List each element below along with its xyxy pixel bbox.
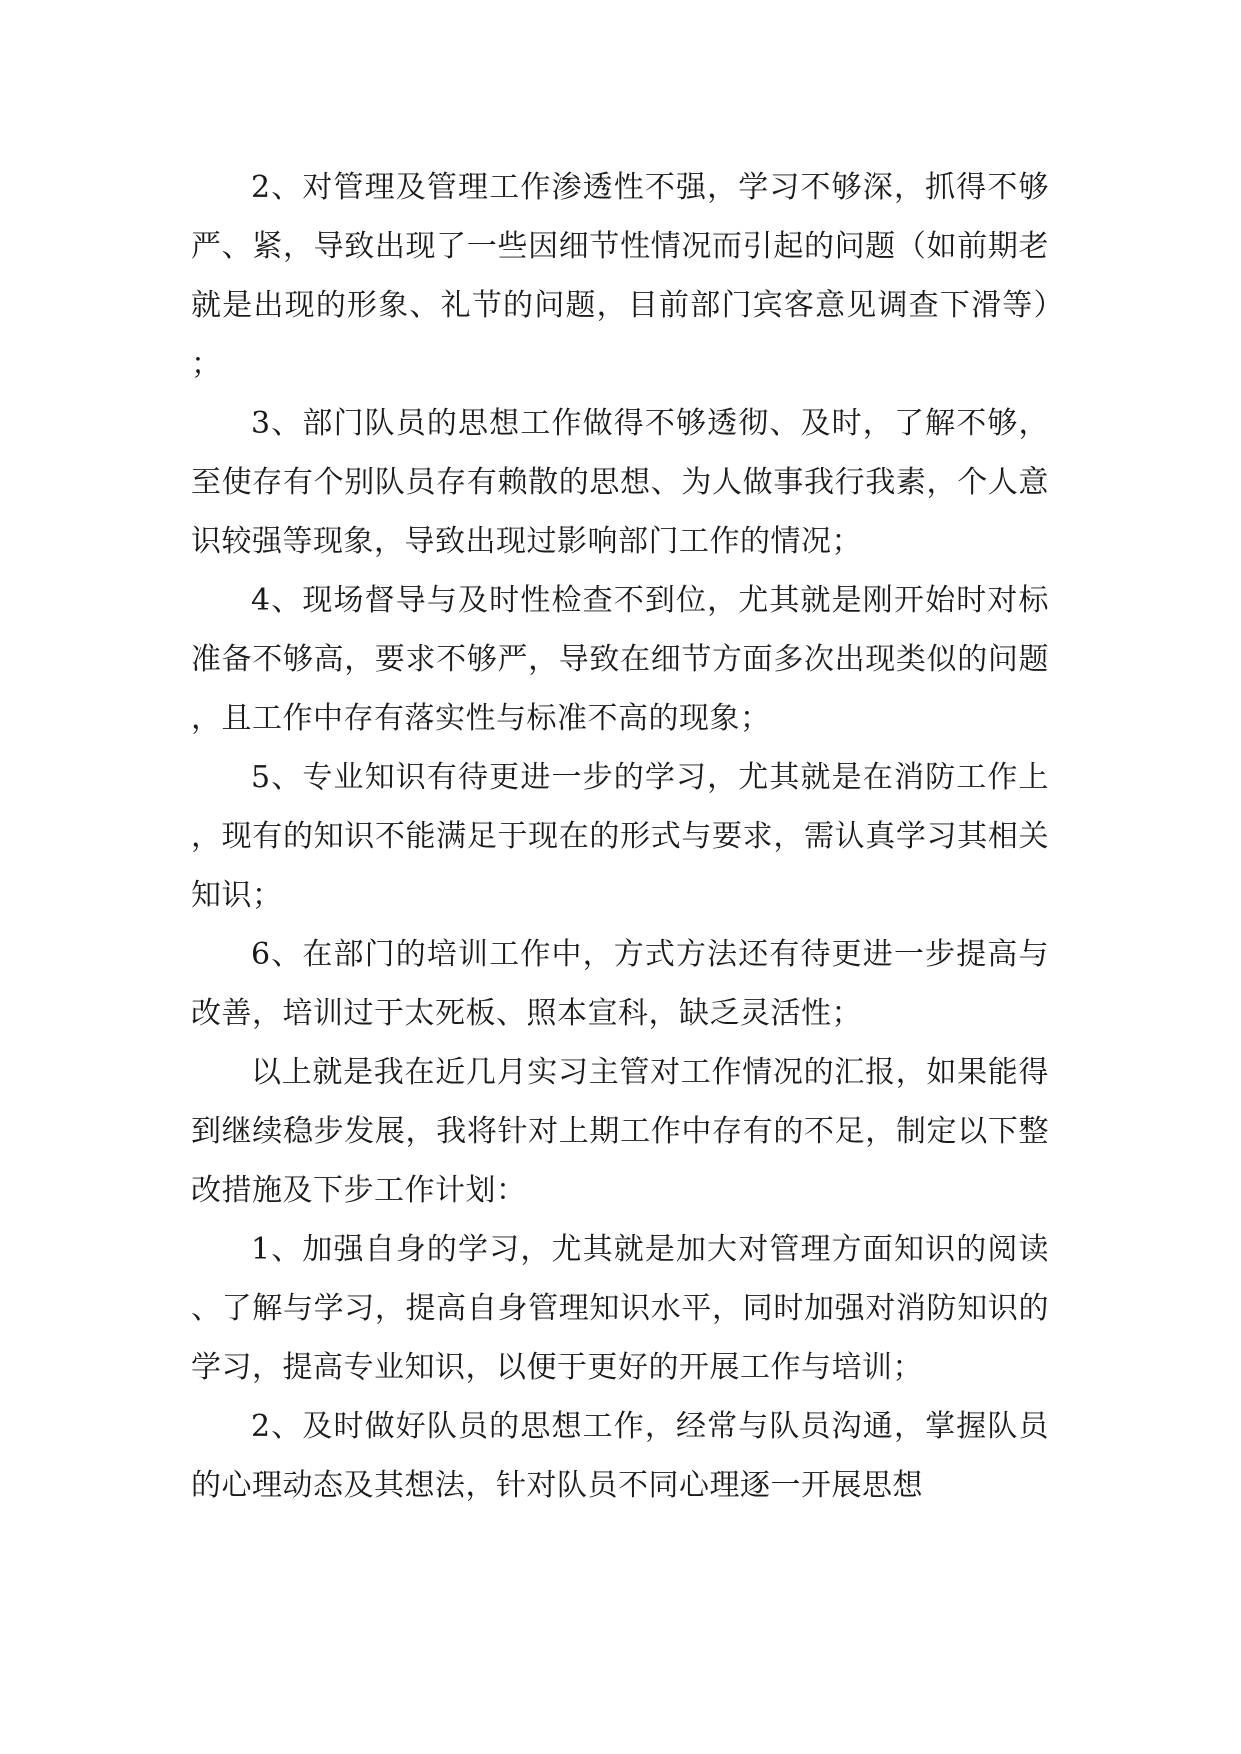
paragraph-shortcoming-5: 5、专业知识有待更进一步的学习，尤其就是在消防工作上，现有的知识不能满足于现在的形式与要求，需认真学习其相关知识；	[191, 760, 1049, 913]
paragraph-shortcoming-4: 4、现场督导与及时性检查不到位，尤其就是刚开始时对标准备不够高，要求不够严，导致在细节方面多次出现类似的问题，且工作中存有落实性与标准不高的现象；	[191, 583, 1049, 736]
paragraph-summary: 以上就是我在近几月实习主管对工作情况的汇报，如果能得到继续稳步发展，我将针对上期工作中存有的不足，制定以下整改措施及下步工作计划：	[191, 1055, 1049, 1208]
paragraph-shortcoming-2: 2、对管理及管理工作渗透性不强，学习不够深，抓得不够严、紧，导致出现了一些因细节性情况而引起的问题（如前期老就是出现的形象、礼节的问题，目前部门宾客意见调查下滑等）；	[191, 170, 1049, 382]
paragraph-measure-1: 1、加强自身的学习，尤其就是加大对管理方面知识的阅读、了解与学习，提高自身管理知识水平，同时加强对消防知识的学习，提高专业知识，以便于更好的开展工作与培训；	[191, 1232, 1049, 1385]
document-body	[191, 158, 1049, 1515]
paragraph-measure-2: 2、及时做好队员的思想工作，经常与队员沟通，掌握队员的心理动态及其想法，针对队员不同心理逐一开展思想	[191, 1409, 1049, 1503]
paragraph-shortcoming-6: 6、在部门的培训工作中，方式方法还有待更进一步提高与改善，培训过于太死板、照本宣科，缺乏灵活性；	[191, 937, 1049, 1031]
paragraph-shortcoming-3: 3、部门队员的思想工作做得不够透彻、及时，了解不够，至使存有个别队员存有赖散的思想、为人做事我行我素，个人意识较强等现象，导致出现过影响部门工作的情况；	[191, 406, 1049, 559]
